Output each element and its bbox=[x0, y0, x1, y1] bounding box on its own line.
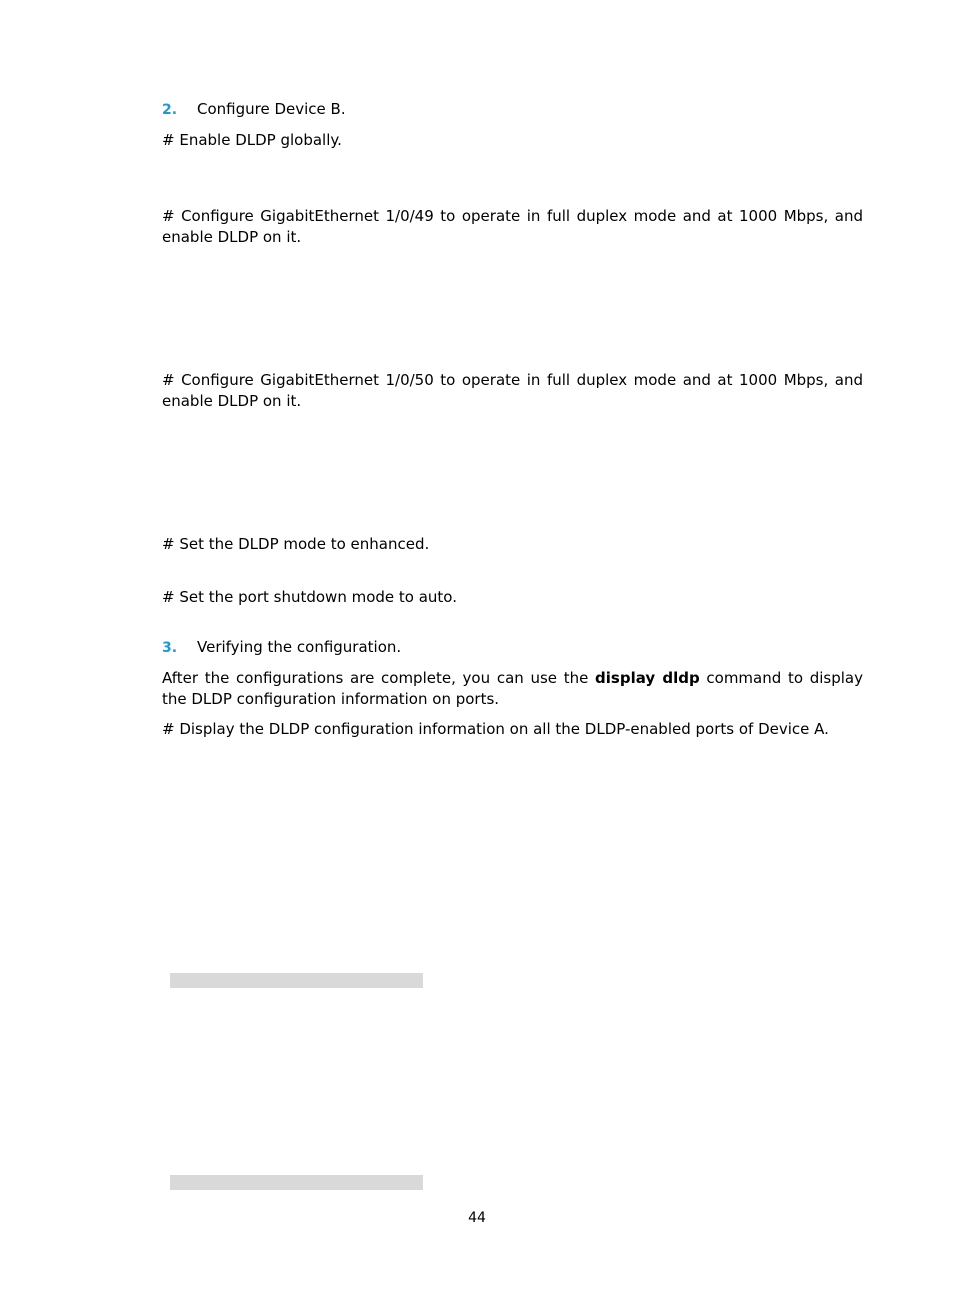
step-number: 2. bbox=[162, 102, 178, 118]
configure-ge49-comment: # Configure GigabitEthernet 1/0/49 to operate in full duplex mode and at 1000 Mbps, and enable DLDP on it. bbox=[162, 207, 863, 246]
set-shutdown-mode-comment: # Set the port shutdown mode to auto. bbox=[162, 588, 457, 606]
display-dldp-command: display dldp bbox=[595, 669, 700, 687]
verify-intro-before: After the configurations are complete, you can use the bbox=[162, 669, 596, 687]
step-label: Configure Device B. bbox=[197, 100, 346, 118]
verify-intro-paragraph bbox=[162, 668, 863, 710]
display-info-comment: # Display the DLDP configuration information on all the DLDP-enabled ports of Device A. bbox=[162, 720, 829, 738]
shaded-divider-bar bbox=[170, 973, 423, 988]
step-number: 3. bbox=[162, 640, 178, 656]
step-label: Verifying the configuration. bbox=[197, 638, 402, 656]
enable-dldp-comment: # Enable DLDP globally. bbox=[162, 131, 342, 149]
step-verifying-configuration bbox=[162, 637, 401, 659]
step-configure-device-b bbox=[162, 99, 346, 121]
verify-intro-after: command to display the DLDP configuration information on ports. bbox=[162, 669, 863, 708]
shaded-divider-bar bbox=[170, 1175, 423, 1190]
set-dldp-mode-comment: # Set the DLDP mode to enhanced. bbox=[162, 535, 430, 553]
page-number: 44 bbox=[468, 1210, 486, 1226]
configure-ge50-comment: # Configure GigabitEthernet 1/0/50 to operate in full duplex mode and at 1000 Mbps, and enable DLDP on it. bbox=[162, 371, 863, 410]
